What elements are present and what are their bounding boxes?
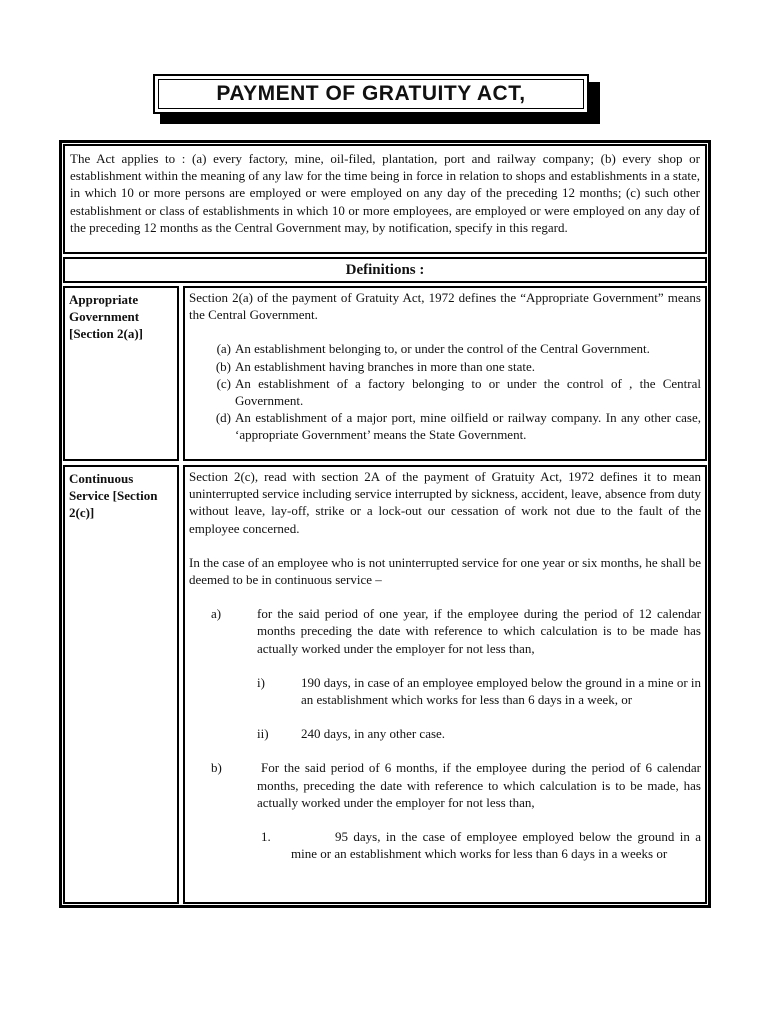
list-item [189, 725, 701, 742]
list-item [189, 828, 701, 862]
continuous-service-content [183, 465, 707, 904]
continuous-service-label: Continuous Service [Section 2(c)] [63, 465, 179, 904]
list-item-text: 190 days, in case of an employee employed below the ground in a mine or in an establishment which works for less than 6 days in a week, or [301, 674, 702, 708]
list-item-text: 240 days, in any other case. [301, 726, 446, 742]
appropriate-government-label: Appropriate Government [Section 2(a)] [63, 286, 179, 461]
list-item-text: An establishment belonging to, or under the control of the Central Government. [235, 341, 650, 357]
list-item [189, 340, 701, 357]
document-title: PAYMENT OF GRATUITY ACT, [216, 82, 526, 105]
list-item [189, 759, 701, 811]
definitions-heading: Definitions : [63, 257, 707, 283]
list-marker: b) [211, 760, 222, 776]
list-item-text: An establishment having branches in more than one state. [235, 358, 536, 374]
list-marker: a) [211, 606, 222, 622]
continuous-service-paragraph: Section 2(c), read with section 2A of the payment of Gratuity Act, 1972 defines it to mean uninterrupted service including service interrupted by sickness, accident, leave, absence from duty without leave, lay-off, strike or a lock-out our cessation of work not due to the fault of the employee concerned. [189, 469, 701, 536]
list-marker: i) [257, 674, 265, 690]
list-marker: ii) [257, 726, 269, 742]
continuous-service-paragraph-2: In the case of an employee who is not uninterrupted service for one year or six months, he shall be deemed to be in continuous service – [189, 554, 701, 588]
appropriate-government-paragraph: Section 2(a) of the payment of Gratuity Act, 1972 defines the “Appropriate Government” means the Central Government. [189, 290, 701, 323]
title-inner-frame [158, 79, 584, 109]
list-marker: (d) [215, 410, 231, 426]
list-marker: (a) [216, 341, 231, 357]
title-box [153, 74, 589, 114]
list-item [189, 358, 701, 375]
list-item [189, 409, 701, 443]
list-item [189, 375, 701, 409]
list-marker: (c) [216, 375, 231, 391]
list-item [189, 674, 701, 708]
list-item [189, 605, 701, 657]
list-item-text: 95 days, in the case of employee employed below the ground in a mine or an establishment which works for less than 6 days in a weeks or [291, 829, 701, 862]
act-applicability-text: The Act applies to : (a) every factory, mine, oil-filed, plantation, port and railway company; (b) every shop or establishment within the meaning of any law for the time being in force in relation to shops and establishments in a state, in which 10 or more persons are employed or were employed on any day of the preceding 12 months; (c) such other establishment or class of establishments in which 10 or more employees, are employed or were employed on any day of the preceding 12 months as the Central Government may, by notification, specify in this regard. [63, 144, 707, 254]
list-item-text: for the said period of one year, if the employee during the period of 12 calendar months preceding the date with reference to which calculation is to be made has actually worked under the employer for not less than, [257, 606, 701, 656]
list-item-text: An establishment of a factory belonging to or under the control of , the Central Government. [235, 375, 701, 409]
list-marker: 1. [261, 829, 271, 845]
list-marker: (b) [215, 358, 231, 374]
list-item-text: An establishment of a major port, mine oilfield or railway company. In any other case, ‘appropriate Government’ means the State Government. [235, 410, 701, 443]
appropriate-government-content [183, 286, 707, 461]
list-item-text: For the said period of 6 months, if the employee during the period of 6 calendar months, preceding the date with reference to which calculation is to be made, has actually worked under the employer for not less than, [257, 760, 701, 810]
